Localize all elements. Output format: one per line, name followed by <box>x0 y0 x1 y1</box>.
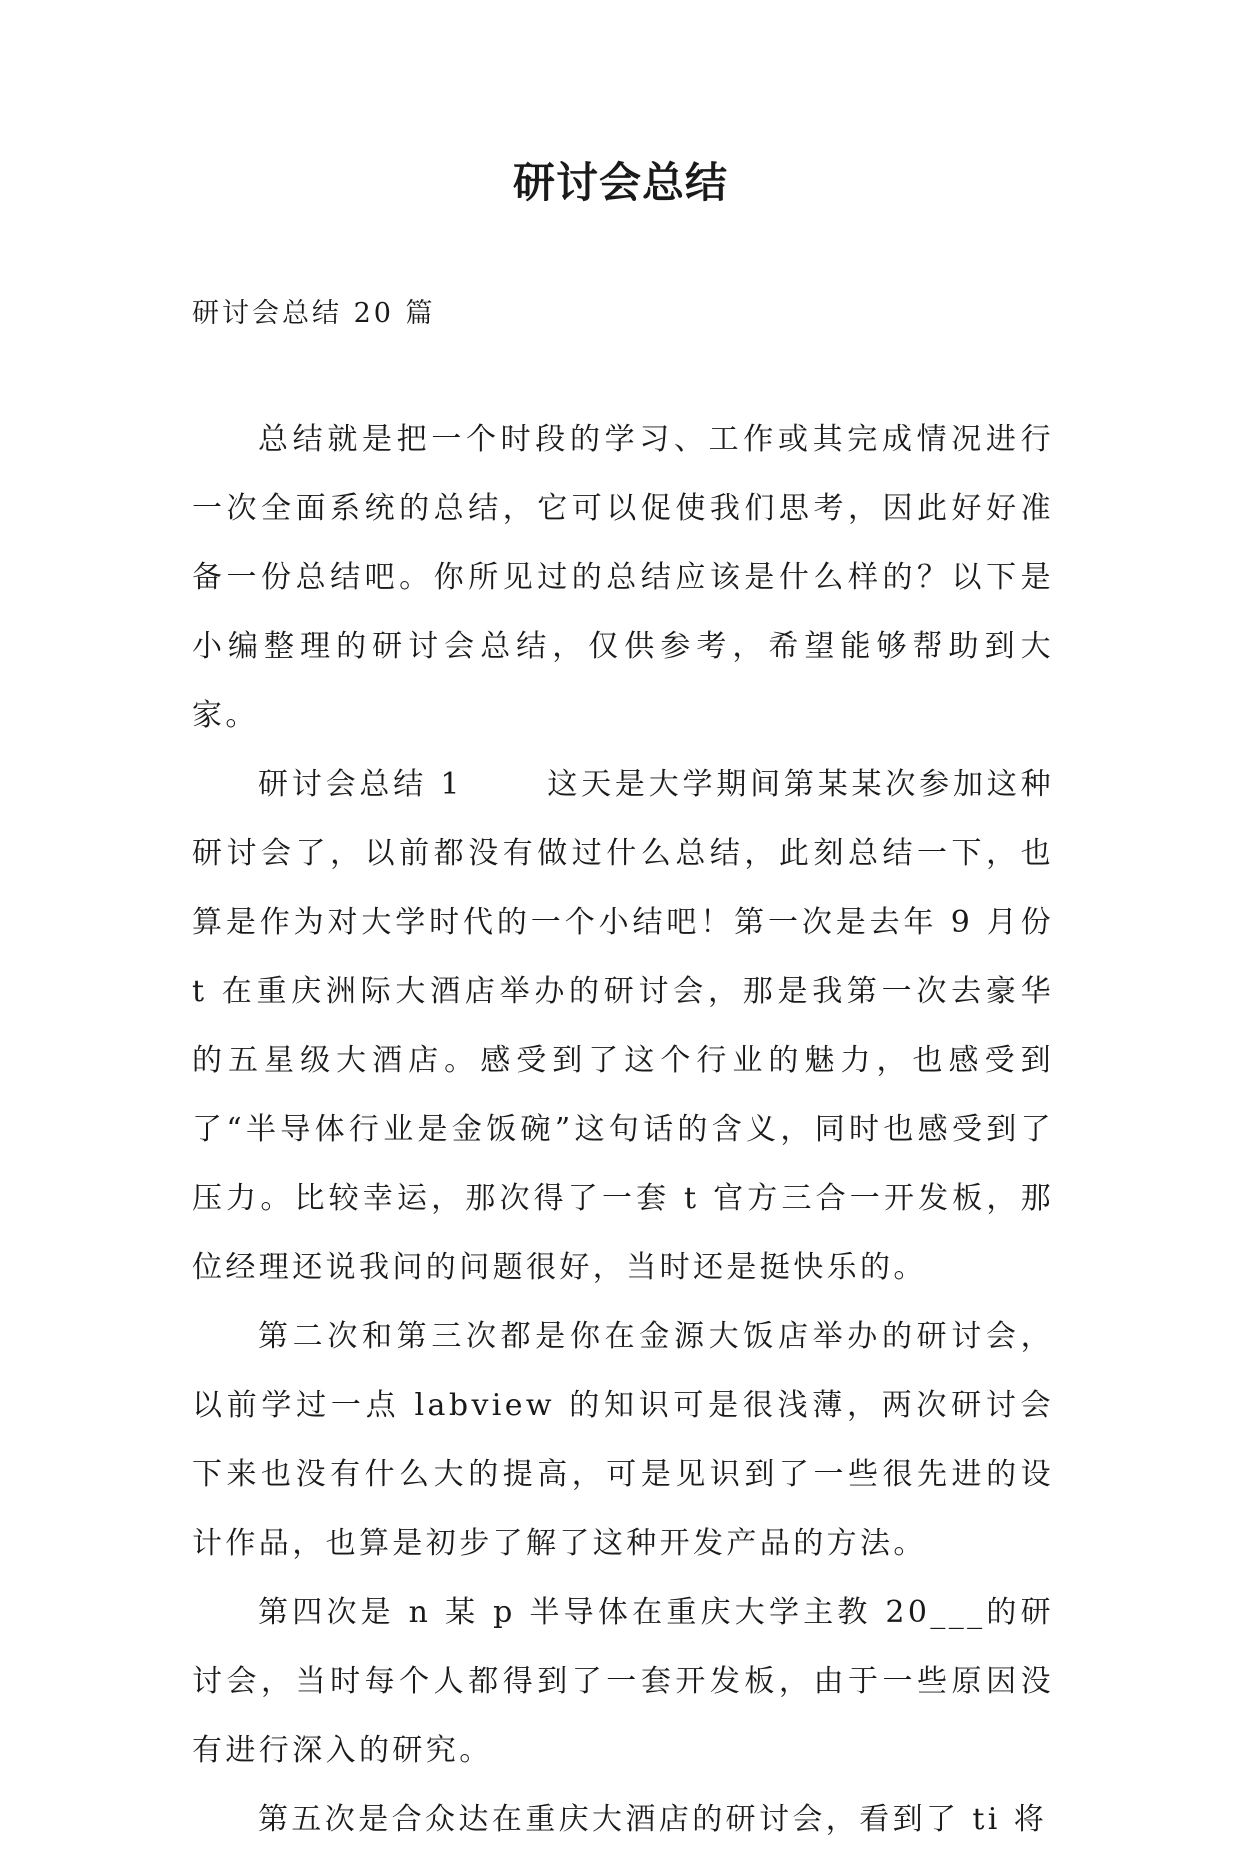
paragraph-text: 第四次是 n 某 p 半导体在重庆大学主教 20___的研讨会，当时每个人都得到了一套开发板，由于一些原因没有进行深入的研究。 <box>192 1595 1054 1768</box>
document-body <box>192 405 1054 1854</box>
paragraph-text: 这天是大学期间第某某次参加这种研讨会了，以前都没有做过什么总结，此刻总结一下，也算是作为对大学时代的一个小结吧！第一次是去年 9 月份 t 在重庆洲际大酒店举办的研讨会，那是我第一次去豪华的五星级大酒店。感受到了这个行业的魅力，也感受到了“半导体行业是金饭碗”这句话的含义，同时也感受到了压力。比较幸运，那次得了一套 t 官方三合一开发板，那位经理还说我问的问题很好，当时还是挺快乐的。 <box>192 767 1054 1285</box>
paragraph-text: 第五次是合众达在重庆大酒店的研讨会，看到了 ti 将 <box>258 1802 1048 1837</box>
paragraph-summary-1 <box>192 750 1054 1302</box>
document-subtitle: 研讨会总结 20 篇 <box>192 298 436 329</box>
paragraph-text: 第二次和第三次都是你在金源大饭店举办的研讨会，以前学过一点 labview 的知识可是很浅薄，两次研讨会下来也没有什么大的提高，可是见识到了一些很先进的设计作品，也算是初步了解了这种开发产品的方法。 <box>192 1319 1054 1561</box>
document-title: 研讨会总结 <box>512 158 728 207</box>
paragraph-fifth <box>192 1785 1054 1854</box>
paragraph-second-third <box>192 1302 1054 1578</box>
section-heading: 研讨会总结 1 <box>258 767 463 802</box>
paragraph-text: 总结就是把一个时段的学习、工作或其完成情况进行一次全面系统的总结，它可以促使我们思考，因此好好准备一份总结吧。你所见过的总结应该是什么样的？以下是小编整理的研讨会总结，仅供参考，希望能够帮助到大家。 <box>192 422 1054 733</box>
paragraph-intro <box>192 405 1054 750</box>
